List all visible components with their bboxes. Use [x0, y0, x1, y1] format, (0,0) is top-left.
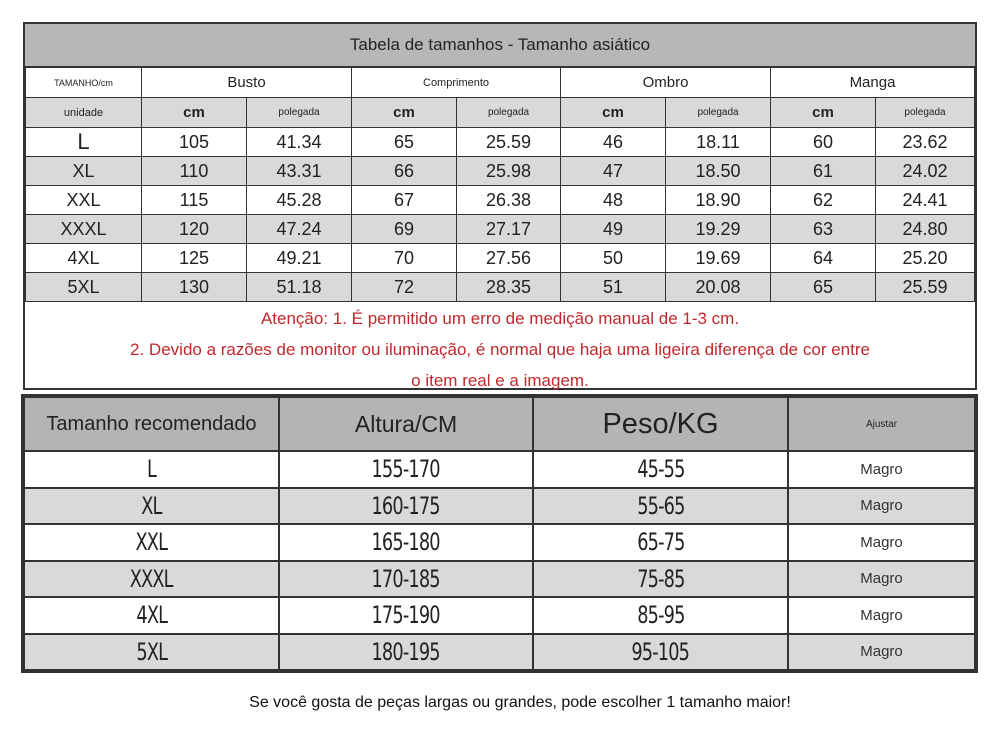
size-cell: XXXL	[26, 215, 142, 244]
table-row	[24, 597, 975, 634]
height-cell	[279, 488, 533, 525]
unit-inch: polegada	[247, 98, 352, 128]
weight-value: 75-85	[636, 564, 685, 593]
recommendation-header-row	[24, 397, 975, 451]
value-cell: 18.11	[666, 128, 771, 157]
size-cell	[24, 634, 279, 671]
value-cell: 110	[142, 157, 247, 186]
table-row	[24, 524, 975, 561]
recommendation-body	[24, 451, 975, 670]
table-row	[26, 273, 975, 302]
fit-cell: Magro	[788, 597, 975, 634]
size-chart-title: Tabela de tamanhos - Tamanho asiático	[25, 24, 975, 67]
table-row	[26, 186, 975, 215]
height-value: 165-180	[371, 528, 441, 557]
measurement-notes	[25, 302, 975, 396]
fit-cell: Magro	[788, 634, 975, 671]
weight-value: 95-105	[631, 637, 690, 666]
unit-inch: polegada	[876, 98, 975, 128]
value-cell: 64	[771, 244, 876, 273]
unit-inch: polegada	[457, 98, 561, 128]
value-cell: 47.24	[247, 215, 352, 244]
table-row	[24, 451, 975, 488]
value-cell: 20.08	[666, 273, 771, 302]
group-header-row	[26, 68, 975, 98]
table-row	[26, 244, 975, 273]
value-cell: 66	[352, 157, 457, 186]
value-cell: 25.20	[876, 244, 975, 273]
value-cell: 24.02	[876, 157, 975, 186]
fit-cell: Magro	[788, 488, 975, 525]
value-cell: 26.38	[457, 186, 561, 215]
value-cell: 125	[142, 244, 247, 273]
value-cell: 70	[352, 244, 457, 273]
value-cell: 115	[142, 186, 247, 215]
weight-cell	[533, 634, 788, 671]
value-cell: 24.41	[876, 186, 975, 215]
value-cell: 62	[771, 186, 876, 215]
unit-row-label: unidade	[26, 98, 142, 128]
size-value: 5XL	[136, 637, 167, 666]
value-cell: 45.28	[247, 186, 352, 215]
height-cell	[279, 524, 533, 561]
weight-value: 55-65	[636, 491, 685, 520]
value-cell: 25.98	[457, 157, 561, 186]
note-line: o item real e a imagem.	[411, 371, 589, 390]
weight-value: 45-55	[636, 455, 685, 484]
value-cell: 50	[561, 244, 666, 273]
value-cell: 48	[561, 186, 666, 215]
unit-header-row	[26, 98, 975, 128]
value-cell: 25.59	[876, 273, 975, 302]
value-cell: 65	[771, 273, 876, 302]
group-manga: Manga	[771, 68, 975, 98]
size-cell: XL	[26, 157, 142, 186]
size-value: XL	[141, 491, 162, 520]
group-ombro: Ombro	[561, 68, 771, 98]
note-line: 2. Devido a razões de monitor ou iluminação, é normal que haja uma ligeira diferença de cor entre	[130, 340, 870, 359]
height-value: 160-175	[371, 491, 441, 520]
size-cell: 5XL	[26, 273, 142, 302]
value-cell: 18.90	[666, 186, 771, 215]
table-row	[26, 128, 975, 157]
size-chart-table	[25, 67, 975, 302]
unit-cm: cm	[352, 98, 457, 128]
weight-value: 65-75	[636, 528, 685, 557]
height-value: 180-195	[371, 637, 441, 666]
size-value: XXL	[135, 528, 168, 557]
table-row	[24, 634, 975, 671]
unit-cm: cm	[771, 98, 876, 128]
table-row	[26, 157, 975, 186]
value-cell: 19.29	[666, 215, 771, 244]
recommendation-chart	[21, 394, 978, 673]
weight-cell	[533, 597, 788, 634]
table-row	[24, 561, 975, 598]
size-cell: XXL	[26, 186, 142, 215]
value-cell: 19.69	[666, 244, 771, 273]
value-cell: 72	[352, 273, 457, 302]
table-row	[26, 215, 975, 244]
size-cell	[24, 524, 279, 561]
value-cell: 43.31	[247, 157, 352, 186]
value-cell: 23.62	[876, 128, 975, 157]
fit-cell: Magro	[788, 524, 975, 561]
height-value: 155-170	[371, 455, 441, 484]
header-fit: Ajustar	[788, 397, 975, 451]
value-cell: 47	[561, 157, 666, 186]
value-cell: 65	[352, 128, 457, 157]
value-cell: 28.35	[457, 273, 561, 302]
value-cell: 61	[771, 157, 876, 186]
weight-cell	[533, 561, 788, 598]
size-value: XXXL	[130, 564, 173, 593]
value-cell: 67	[352, 186, 457, 215]
weight-cell	[533, 451, 788, 488]
weight-value: 85-95	[636, 601, 685, 630]
value-cell: 120	[142, 215, 247, 244]
height-value: 170-185	[371, 564, 441, 593]
size-cell	[24, 597, 279, 634]
value-cell: 69	[352, 215, 457, 244]
header-size: Tamanho recomendado	[24, 397, 279, 451]
value-cell: 60	[771, 128, 876, 157]
recommendation-table	[23, 396, 976, 671]
header-height: Altura/CM	[279, 397, 533, 451]
value-cell: 105	[142, 128, 247, 157]
table-row	[24, 488, 975, 525]
group-busto: Busto	[142, 68, 352, 98]
weight-cell	[533, 488, 788, 525]
height-cell	[279, 597, 533, 634]
value-cell: 24.80	[876, 215, 975, 244]
weight-cell	[533, 524, 788, 561]
size-cell: L	[26, 128, 142, 157]
header-weight: Peso/KG	[533, 397, 788, 451]
size-chart	[23, 22, 977, 390]
fit-cell: Magro	[788, 561, 975, 598]
corner-label: TAMANHO/cm	[26, 68, 142, 98]
value-cell: 27.17	[457, 215, 561, 244]
value-cell: 51	[561, 273, 666, 302]
size-cell	[24, 561, 279, 598]
height-value: 175-190	[371, 601, 441, 630]
unit-cm: cm	[561, 98, 666, 128]
size-cell	[24, 451, 279, 488]
value-cell: 63	[771, 215, 876, 244]
height-cell	[279, 634, 533, 671]
size-value: L	[146, 455, 157, 484]
height-cell	[279, 561, 533, 598]
value-cell: 130	[142, 273, 247, 302]
value-cell: 25.59	[457, 128, 561, 157]
value-cell: 46	[561, 128, 666, 157]
unit-cm: cm	[142, 98, 247, 128]
footer-note: Se você gosta de peças largas ou grandes, pode escolher 1 tamanho maior!	[249, 694, 791, 711]
size-chart-body	[26, 128, 975, 302]
unit-inch: polegada	[666, 98, 771, 128]
size-value: 4XL	[136, 601, 167, 630]
value-cell: 51.18	[247, 273, 352, 302]
height-cell	[279, 451, 533, 488]
group-comprimento: Comprimento	[352, 68, 561, 98]
size-cell: 4XL	[26, 244, 142, 273]
value-cell: 49.21	[247, 244, 352, 273]
value-cell: 41.34	[247, 128, 352, 157]
value-cell: 27.56	[457, 244, 561, 273]
value-cell: 49	[561, 215, 666, 244]
size-cell	[24, 488, 279, 525]
value-cell: 18.50	[666, 157, 771, 186]
fit-cell: Magro	[788, 451, 975, 488]
note-line: Atenção: 1. É permitido um erro de medição manual de 1-3 cm.	[260, 309, 740, 328]
